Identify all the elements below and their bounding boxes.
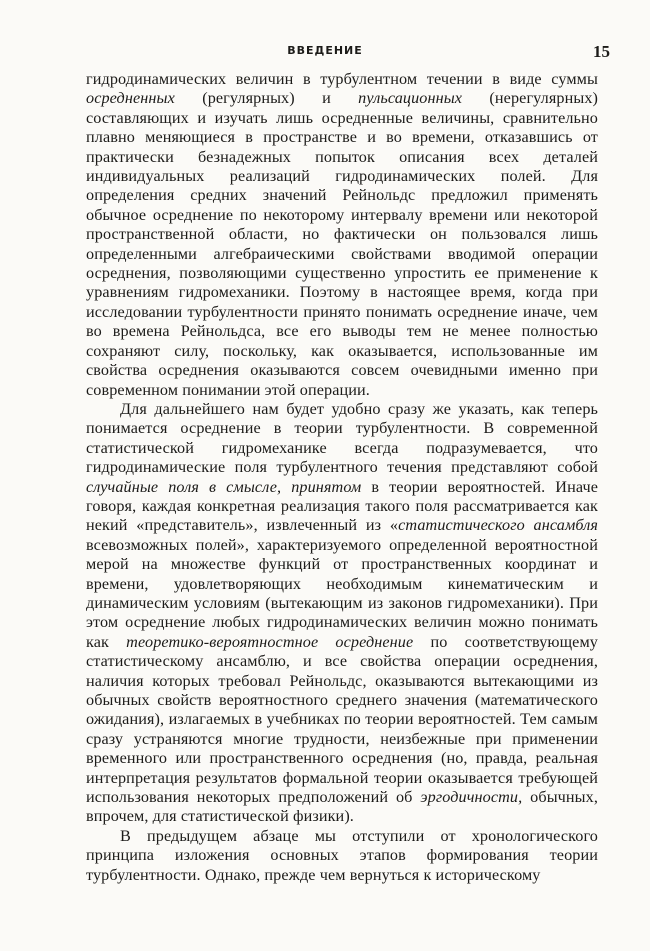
text-run: обычных, впрочем, для статистической физики).	[86, 788, 598, 826]
text-run: в теории вероятностей. Иначе говоря, каждая конкретная реализация такого поля рассматривается как некий «представитель», извлеченный из «	[86, 477, 598, 535]
body-text	[86, 70, 598, 885]
running-head: ВВЕДЕНИЕ	[287, 44, 363, 57]
text-run: гидродинамических величин в турбулентном течении в виде суммы	[86, 70, 598, 88]
italic-term: случайные поля в смысле, принятом	[86, 477, 362, 496]
paragraph	[86, 400, 598, 827]
page-header	[0, 42, 650, 62]
italic-term: осредненных	[86, 89, 175, 108]
text-run: (регулярных) и	[174, 89, 359, 108]
text-run: В предыдущем абзаце мы отступили от хронологического принципа изложения основных этапов формирования теории турбулентности. Однако, прежде чем вернуться к историческому	[86, 826, 598, 884]
text-run: по соответствующему статистическому ансамблю, и все свойства операции осреднения, наличия которых требовал Рейнольдс, оказываются вытекающими из обычных свойств вероятностного среднего значения (математического ожидания), излагаемых в учебниках по теории вероятностей. Тем самым сразу устраняются многие трудности, неизбежные при применении временного или пространственного осреднения (но, правда, реальная интерпретация результатов формальной теории оказывается требующей использования некоторых предположений об	[86, 632, 598, 807]
italic-term: статистического ансамбля	[398, 516, 598, 535]
paragraph	[86, 70, 598, 400]
paragraph	[86, 827, 598, 885]
italic-term: пульсационных	[358, 89, 463, 108]
italic-term: теоретико-вероятностное осреднение	[126, 632, 414, 651]
italic-term: эргодичности,	[420, 788, 523, 807]
text-run: (нерегулярных) составляющих и изучать лишь осредненные величины, сравнительно плавно меняющиеся в пространстве и во времени, отказавшись от практически безнадежных попыток описания всех деталей индивидуальных реализаций гидродинамических полей. Для определения средних значений Рейнольдс предложил применять обычное осреднение по некоторому интервалу времени или некоторой пространственной области, но фактически он пользовался лишь определенными алгебраическими свойствами вводимой операции осреднения, позволяющими существенно упростить ее применение к уравнениям гидромеханики. Поэтому в настоящее время, когда при исследовании турбулентности принято понимать осреднение иначе, чем во времена Рейнольдса, все его выводы тем не менее полностью сохраняют силу, поскольку, как оказывается, использованные им свойства осреднения оказываются совсем очевидными именно при современном понимании этой операции.	[86, 89, 599, 399]
text-run: всевозможных полей», характеризуемого определенной вероятностной мерой на множестве функций от пространственных координат и времени, удовлетворяющих необходимым кинематическим и динамическим условиям (вытекающим из законов гидромеханики). При этом осреднение любых гидродинамических величин можно понимать как	[86, 535, 598, 651]
text-run: Для дальнейшего нам будет удобно сразу же указать, как теперь понимается осреднение в теории турбулентности. В современной статистической гидромеханике всегда подразумевается, что гидродинамические поля турбулентного течения представляют собой	[86, 399, 598, 477]
page-number: 15	[593, 42, 610, 61]
